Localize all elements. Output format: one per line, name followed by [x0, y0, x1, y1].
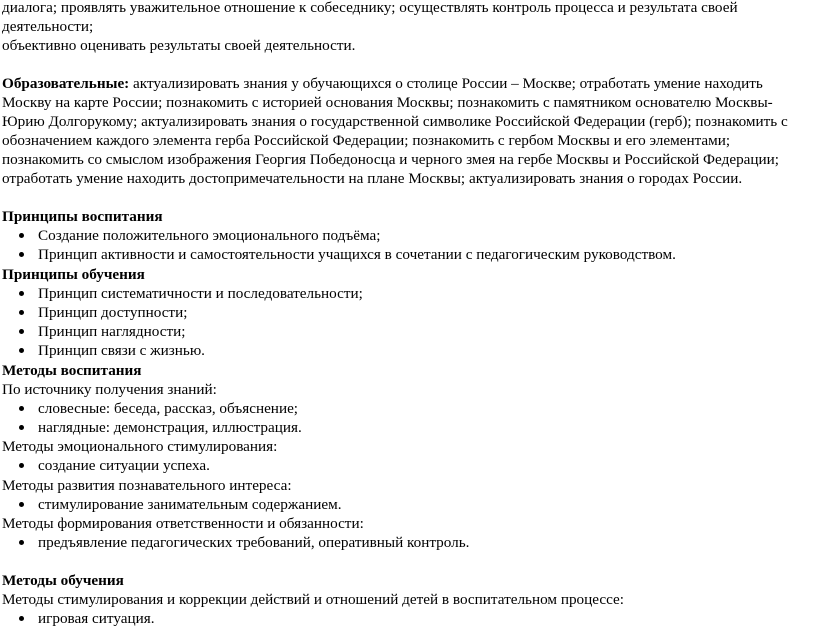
- list-item: игровая ситуация.: [2, 609, 814, 628]
- responsibility-list: [2, 533, 814, 552]
- educational-text: актуализировать знания у обучающихся о столице России – Москве; отработать умение находить Москву на карте России; познакомить с историей основания Москвы; познакомить с памятником основателю Москвы- Юрию Долгорукому; актуализировать знания о государственной символике Российской Федерации (герб); познакомить с обозначением каждого элемента герба Российской Федерации; познакомить с гербом Москвы и его элементами; познакомить со смыслом изображения Георгия Победоносца и черного змея на гербе Москвы и Российской Федерации; отработать умение находить достопримечательности на плане Москвы; актуализировать знания о городах России.: [2, 75, 788, 187]
- source-label: По источнику получения знаний:: [2, 380, 217, 398]
- list-item: Принцип доступности;: [2, 303, 814, 322]
- intro-line-2: объективно оценивать результаты своей деятельности.: [2, 37, 356, 54]
- educational-heading: Образовательные:: [2, 75, 130, 92]
- stim-label: Методы стимулирования и коррекции действий и отношений детей в воспитательном процессе:: [2, 591, 625, 609]
- emotional-list: [2, 456, 814, 475]
- list-item: Принцип наглядности;: [2, 322, 814, 341]
- teaching-methods-heading: Методы обучения: [2, 572, 124, 590]
- list-item: наглядные: демонстрация, иллюстрация.: [2, 418, 814, 437]
- interest-label: Методы развития познавательного интереса:: [2, 476, 292, 494]
- responsibility-label: Методы формирования ответственности и обязанности:: [2, 514, 364, 532]
- intro-line-1: диалога; проявлять уважительное отношение к собеседнику; осуществлять контроль процесса и результата своей деятельности;: [2, 0, 738, 35]
- list-item: предъявление педагогических требований, оперативный контроль.: [2, 533, 814, 552]
- upbringing-methods-heading: Методы воспитания: [2, 361, 142, 379]
- list-item: Принцип активности и самостоятельности учащихся в сочетании с педагогическим руководством.: [2, 245, 814, 264]
- teaching-principles-list: [2, 284, 814, 361]
- list-item: Создание положительного эмоционального подъёма;: [2, 226, 814, 245]
- spacer: [2, 188, 814, 207]
- list-item: Принцип систематичности и последовательности;: [2, 284, 814, 303]
- source-list: [2, 399, 814, 438]
- list-item: Принцип связи с жизнью.: [2, 341, 814, 360]
- teaching-principles-heading: Принципы обучения: [2, 265, 145, 283]
- list-item: стимулирование занимательным содержанием.: [2, 495, 814, 514]
- upbringing-principles-list: [2, 226, 814, 265]
- spacer: [2, 552, 814, 571]
- list-item: словесные: беседа, рассказ, объяснение;: [2, 399, 814, 418]
- educational-paragraph: [2, 74, 814, 188]
- emotional-label: Методы эмоционального стимулирования:: [2, 438, 278, 456]
- stim-list: [2, 609, 814, 628]
- interest-list: [2, 495, 814, 514]
- spacer: [2, 55, 814, 74]
- upbringing-principles-heading: Принципы воспитания: [2, 208, 163, 225]
- list-item: создание ситуации успеха.: [2, 456, 814, 475]
